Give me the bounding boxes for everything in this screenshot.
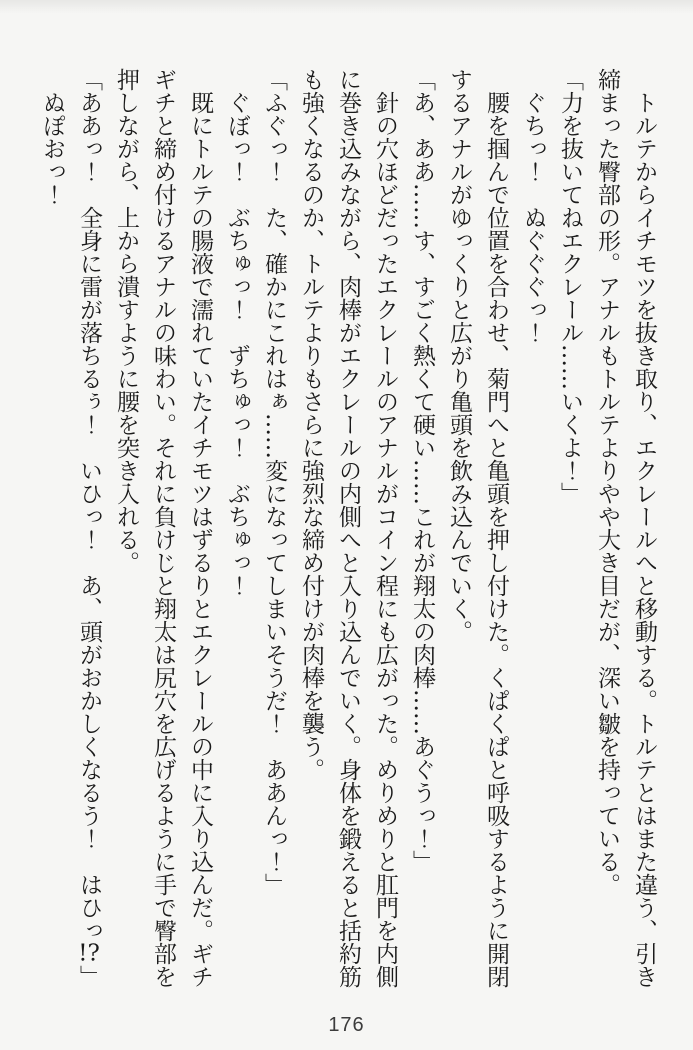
scan-edge-shading xyxy=(0,0,693,14)
paragraph-dialogue: 「ああっ！ 全身に雷が落ちるぅ！ いひっ！ あ、頭がおかしくなるう！ はひっ!?」 xyxy=(76,68,102,988)
paragraph-narration: 針の穴ほどだったエクレールのアナルがコイン程にも広がった。めりめりと肛門を内側に巻き込みながら、肉棒がエクレールの内側へと入り込んでいく。身体を鍛えると括約筋も強くなるのか、トルテよりもさらに強烈な締め付けが肉棒を襲う。 xyxy=(298,68,398,988)
paragraph-sfx: ぐぼっ！ ぶちゅっ！ ずちゅっ！ ぶちゅっ！ xyxy=(224,91,250,597)
paragraph-narration: 既にトルテの腸液で濡れていたイチモツはずるりとエクレールの中に入り込んだ。ギチギチと締め付けるアナルの味わい。それに負けじと翔太は尻穴を広げるように手で臀部を押しながら、上から潰すように腰を突き入れる。 xyxy=(113,68,213,988)
paragraph-dialogue: 「力を抜いてねエクレール……いくよ！」 xyxy=(557,68,583,505)
paragraph-dialogue: 「あ、ああ……す、すごく熱くて硬い……これが翔太の肉棒……あぐうっ！」 xyxy=(409,68,435,873)
paragraph-narration: トルテからイチモツを抜き取り、エクレールへと移動する。トルテとはまた違う、引き締まった臀部の形。アナルもトルテよりやや大き目だが、深い皺を持っている。 xyxy=(594,68,657,988)
paragraph-dialogue: 「ふぐっ！ た、確かにこれはぁ……変になってしまいそうだ！ ああんっ！」 xyxy=(261,68,287,896)
page-number: 176 xyxy=(328,1014,365,1036)
paragraph-sfx: ぐちっ！ ぬぐぐぐっ！ xyxy=(520,91,546,344)
paragraph-sfx: ぬぽおっ！ xyxy=(39,91,65,206)
vertical-text-block xyxy=(33,68,662,988)
tate-chu-yoko-exclamation-question: !? xyxy=(78,942,100,965)
paragraph-narration: 腰を掴んで位置を合わせ、菊門へと亀頭を押し付けた。くぱくぱと呼吸するように開閉するアナルがゆっくりと広がり亀頭を飲み込んでいく。 xyxy=(446,68,509,988)
